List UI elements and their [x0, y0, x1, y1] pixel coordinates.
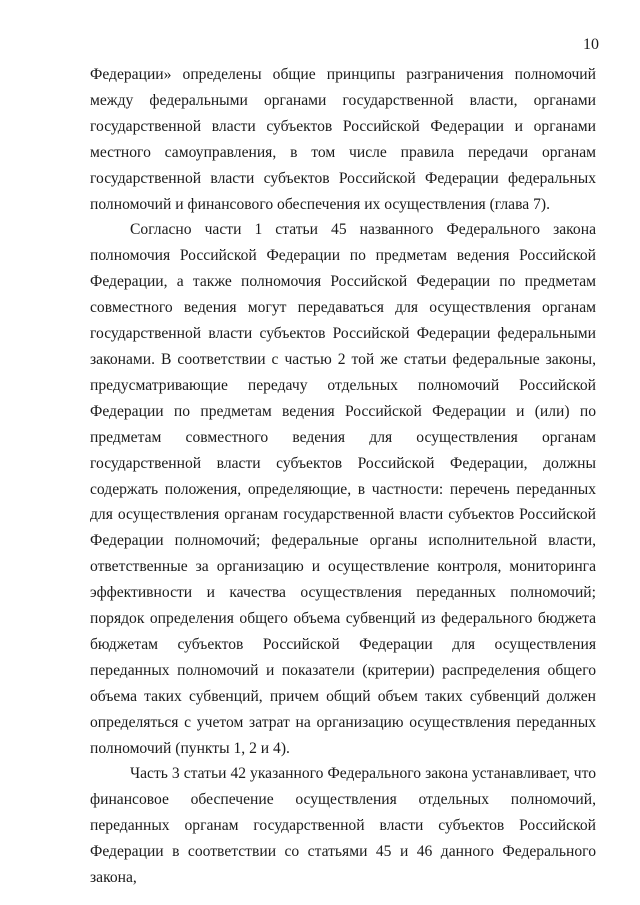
document-body [90, 62, 596, 891]
paragraph-continued: Федерации» определены общие принципы разграничения полномочий между федеральными органами государственной власти, органами государственной власти субъектов Российской Федерации и органами местного самоуправления, в том числе правила передачи органам государственной власти субъектов Российской Федерации федеральных полномочий и финансового обеспечения их осуществления (глава 7). [90, 66, 596, 213]
paragraph-article-42: Часть 3 статьи 42 указанного Федерального закона устанавливает, что финансовое обеспечение осуществления отдельных полномочий, переданных органам государственной власти субъектов Российской Федерации в соответствии со статьями 45 и 46 данного Федерального закона, [90, 765, 596, 887]
page-number: 10 [583, 36, 599, 53]
paragraph-article-45: Согласно части 1 статьи 45 названного Федерального закона полномочия Российской Федерации по предметам ведения Российской Федерации, а также полномочия Российской Федерации по предметам совместного ведения могут передаваться для осуществления органам государственной власти субъектов Российской Федерации федеральными законами. В соответствии с частью 2 той же статьи федеральные законы, предусматривающие передачу отдельных полномочий Российской Федерации по предметам ведения Российской Федерации и (или) по предметам совместного ведения для осуществления органам государственной власти субъектов Российской Федерации, должны содержать положения, определяющие, в частности: перечень переданных для осуществления органам государственной власти субъектов Российской Федерации полномочий; федеральные органы исполнительной власти, ответственные за организацию и осуществление контроля, мониторинга эффективности и качества осуществления переданных полномочий; порядок определения общего объема субвенций из федерального бюджета бюджетам субъектов Российской Федерации для осуществления переданных полномочий и показатели (критерии) распределения общего объема таких субвенций, причем общий объем таких субвенций должен определяться с учетом затрат на организацию осуществления переданных полномочий (пункты 1, 2 и 4). [90, 221, 596, 757]
